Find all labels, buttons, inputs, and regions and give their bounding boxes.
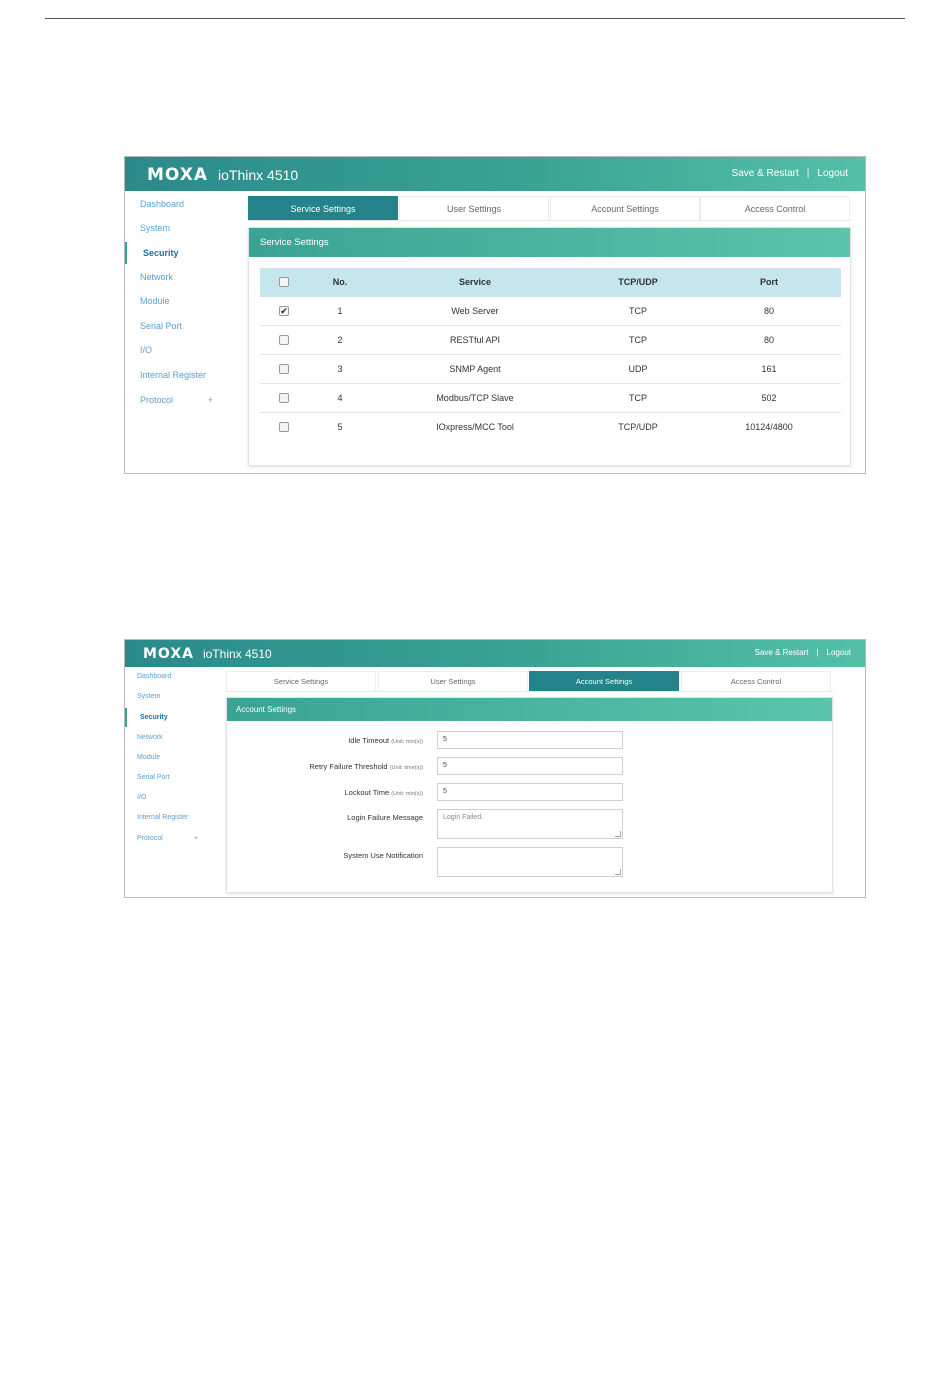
table-row <box>260 297 841 326</box>
row-protocol: TCP/UDP <box>618 422 658 432</box>
col-protocol: TCP/UDP <box>618 277 658 287</box>
row-checkbox[interactable] <box>279 393 289 403</box>
app-header <box>125 157 865 191</box>
resize-handle-icon[interactable] <box>615 831 621 837</box>
col-service: Service <box>458 277 492 287</box>
row-checkbox-cell <box>274 413 294 442</box>
sidebar-item-serial-port[interactable]: Serial Port <box>137 774 170 781</box>
row-checkbox-checked[interactable]: ✔ <box>280 305 288 316</box>
login-failure-message-label: Login Failure Message <box>347 813 423 822</box>
sidebar-item-protocol[interactable]: Protocol <box>140 395 174 405</box>
tab-user-settings[interactable]: User Settings <box>378 671 528 691</box>
select-all-checkbox[interactable] <box>279 277 289 287</box>
idle-timeout-label <box>348 736 423 745</box>
header-actions <box>732 168 848 179</box>
login-failure-message-textarea[interactable] <box>437 809 623 839</box>
tab-access-control[interactable]: Access Control <box>700 196 850 220</box>
moxa-logo: MOXA <box>147 165 209 185</box>
row-port: 161 <box>761 364 777 374</box>
row-service: IOxpress/MCC Tool <box>436 422 514 432</box>
row-checkbox-cell <box>274 297 294 326</box>
sidebar-item-network[interactable]: Network <box>137 734 163 741</box>
sidebar-item-dashboard[interactable]: Dashboard <box>137 673 172 680</box>
tab-access-control[interactable]: Access Control <box>681 671 831 691</box>
moxa-logo: MOXA <box>143 646 194 662</box>
protocol-expand-icon[interactable]: + <box>208 395 214 405</box>
save-restart-link[interactable]: Save & Restart <box>754 648 809 657</box>
sidebar-item-system[interactable]: System <box>137 693 161 700</box>
row-no: 4 <box>337 393 343 403</box>
col-no: No. <box>332 277 348 287</box>
lockout-time-label <box>345 788 423 797</box>
login-failure-message-placeholder: Login Failed. <box>443 814 484 821</box>
sidebar-item-serial-port[interactable]: Serial Port <box>140 321 183 331</box>
retry-threshold-label-text: Retry Failure Threshold <box>309 762 388 771</box>
row-checkbox-cell <box>274 384 294 413</box>
page-top-rule <box>45 18 905 19</box>
row-service: SNMP Agent <box>449 364 501 374</box>
system-use-notification-label: System Use Notification <box>343 851 423 860</box>
row-no: 3 <box>337 364 343 374</box>
account-settings-screenshot <box>124 639 866 898</box>
sidebar-item-internal-register[interactable]: Internal Register <box>137 814 189 821</box>
row-checkbox-cell <box>274 355 294 384</box>
sidebar-item-module[interactable]: Module <box>140 296 170 306</box>
row-port: 10124/4800 <box>745 422 793 432</box>
table-row <box>260 413 841 442</box>
logout-link[interactable]: Logout <box>826 648 851 657</box>
row-protocol: UDP <box>628 364 648 374</box>
sidebar-item-security[interactable]: Security <box>125 708 168 727</box>
tab-underline <box>248 220 851 221</box>
row-protocol: TCP <box>629 335 647 345</box>
table-row <box>260 355 841 384</box>
row-checkbox[interactable] <box>279 335 289 345</box>
sidebar-item-io[interactable]: I/O <box>140 345 153 355</box>
retry-threshold-unit: (Unit: time(s)) <box>389 765 423 771</box>
tab-service-settings[interactable]: Service Settings <box>248 196 398 220</box>
row-protocol: TCP <box>629 393 647 403</box>
idle-timeout-label-text: Idle Timeout <box>348 736 390 745</box>
product-name: ioThinx 4510 <box>218 167 299 183</box>
panel-title: Account Settings <box>227 698 832 721</box>
idle-timeout-unit: (Unit: min(s)) <box>391 739 423 745</box>
resize-handle-icon[interactable] <box>615 869 621 875</box>
row-no: 5 <box>337 422 343 432</box>
logout-link[interactable]: Logout <box>817 168 848 179</box>
row-protocol: TCP <box>629 306 647 316</box>
tab-user-settings[interactable]: User Settings <box>399 196 549 220</box>
row-service: Modbus/TCP Slave <box>436 393 514 403</box>
sidebar-item-io[interactable]: I/O <box>137 794 147 801</box>
app-header <box>125 640 865 667</box>
protocol-expand-icon[interactable]: + <box>194 835 199 842</box>
sidebar-item-network[interactable]: Network <box>140 272 174 282</box>
service-settings-panel <box>248 227 851 466</box>
sidebar-item-module[interactable]: Module <box>137 754 160 761</box>
row-checkbox[interactable] <box>279 364 289 374</box>
table-row <box>260 326 841 355</box>
row-port: 502 <box>761 393 777 403</box>
row-port: 80 <box>763 306 774 316</box>
select-all-cell <box>274 268 294 297</box>
lockout-time-unit: (Unit: min(s)) <box>391 791 423 797</box>
brand-logo <box>147 165 298 185</box>
sidebar-item-protocol[interactable]: Protocol <box>137 835 163 842</box>
service-settings-screenshot <box>124 156 866 474</box>
panel-title: Service Settings <box>249 228 850 257</box>
row-no: 2 <box>337 335 343 345</box>
lockout-time-input[interactable]: 5 <box>437 783 623 801</box>
idle-timeout-input[interactable]: 5 <box>437 731 623 749</box>
row-checkbox-cell <box>274 326 294 355</box>
lockout-time-label-text: Lockout Time <box>344 788 390 797</box>
sidebar-item-dashboard[interactable]: Dashboard <box>140 199 185 209</box>
header-separator: | <box>816 648 819 657</box>
row-no: 1 <box>337 306 343 316</box>
table-row <box>260 384 841 413</box>
tab-account-settings[interactable]: Account Settings <box>550 196 700 220</box>
row-checkbox[interactable] <box>279 422 289 432</box>
save-restart-link[interactable]: Save & Restart <box>731 168 799 179</box>
row-service: Web Server <box>451 306 499 316</box>
brand-logo <box>143 646 272 662</box>
sidebar-item-system[interactable]: System <box>140 223 171 233</box>
product-name: ioThinx 4510 <box>202 647 272 661</box>
header-actions <box>755 648 851 657</box>
tab-underline <box>226 691 833 692</box>
sidebar-item-security[interactable]: Security <box>125 242 179 264</box>
tab-service-settings[interactable]: Service Settings <box>226 671 376 691</box>
row-port: 80 <box>763 335 774 345</box>
row-service: RESTful API <box>449 335 501 345</box>
header-separator: | <box>806 168 810 179</box>
table-header <box>260 268 841 297</box>
account-settings-panel <box>226 697 833 893</box>
system-use-notification-textarea[interactable] <box>437 847 623 877</box>
retry-threshold-input[interactable]: 5 <box>437 757 623 775</box>
col-port: Port <box>760 277 778 287</box>
sidebar-item-internal-register[interactable]: Internal Register <box>140 370 207 380</box>
service-table <box>260 268 841 442</box>
tab-account-settings[interactable]: Account Settings <box>529 671 679 691</box>
retry-threshold-label <box>309 762 423 771</box>
